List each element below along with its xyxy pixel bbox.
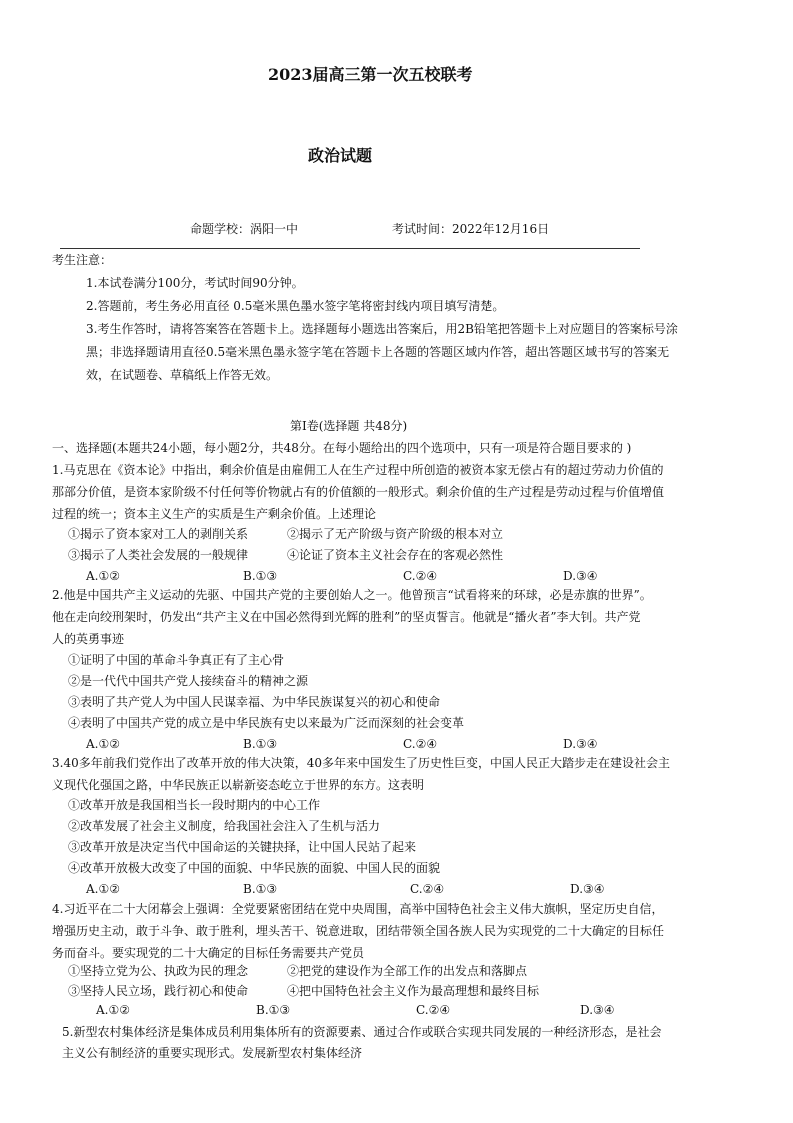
q2-stem-3: 人的英勇事迹: [52, 632, 125, 646]
q2-option-a[interactable]: A.①②: [86, 737, 120, 751]
q1-option-b[interactable]: B.①③: [243, 569, 278, 583]
exam-time-label: 考试时间：2022年12月16日: [392, 222, 550, 236]
q5-stem-2: 主义公有制经济的重要实现形式。发展新型农村集体经济: [62, 1046, 363, 1060]
q2-option-c[interactable]: C.②④: [403, 737, 438, 751]
q3-option-b[interactable]: B.①③: [243, 882, 278, 896]
q3-item-2: ②改革发展了社会主义制度，给我国社会注入了生机与活力: [68, 819, 381, 833]
q2-option-b[interactable]: B.①③: [243, 737, 278, 751]
q1-item-3: ③揭示了人类社会发展的一般规律: [68, 548, 249, 562]
school-label: 命题学校：涡阳一中: [190, 222, 299, 236]
q4-option-a[interactable]: A.①②: [96, 1003, 130, 1017]
q4-option-c[interactable]: C.②④: [416, 1003, 451, 1017]
q4-option-d[interactable]: D.③④: [580, 1003, 615, 1017]
q1-option-d[interactable]: D.③④: [563, 569, 598, 583]
q3-item-1: ①改革开放是我国相当长一段时期内的中心工作: [68, 798, 321, 812]
q3-item-4: ④改革开放极大改变了中国的面貌、中华民族的面貌、中国人民的面貌: [68, 861, 441, 875]
notice-item-2: 2.答题前，考生务必用直径 0.5毫米黑色墨水签字笔将密封线内项目填写清楚。: [86, 299, 505, 313]
q1-stem-1: 1.马克思在《资本论》中指出，剩余价值是由雇佣工人在生产过程中所创造的被资本家无偿占有的超过劳动力价值的: [52, 463, 664, 477]
notice-item-3-cont-2: 效，在试题卷、草稿纸上作答无效。: [86, 368, 279, 382]
q4-stem-2: 增强历史主动，敢于斗争、敢于胜利，埋头苦干、锐意进取，团结带领全国各族人民为实现党的二十大确定的目标任: [52, 924, 665, 938]
q2-item-4: ④表明了中国共产党的成立是中华民族有史以来最为广泛而深刻的社会变革: [68, 716, 465, 730]
q3-item-3: ③改革开放是决定当代中国命运的关键抉择，让中国人民站了起来: [68, 840, 417, 854]
q5-stem-1: 5.新型农村集体经济是集体成员利用集体所有的资源要素、通过合作或联合实现共同发展的一种经济形态，是社会: [62, 1025, 662, 1039]
q2-stem-2: 他在走向绞刑架时，仍发出“共产主义在中国必然得到光辉的胜利”的坚贞誓言。他就是“播火者”李大钊。共产党: [52, 610, 641, 624]
q1-item-1: ①揭示了资本家对工人的剥削关系: [68, 527, 249, 541]
q4-item-1: ①坚持立党为公、执政为民的理念: [68, 964, 249, 978]
q2-item-3: ③表明了共产党人为中国人民谋幸福、为中华民族谋复兴的初心和使命: [68, 695, 441, 709]
q4-option-b[interactable]: B.①③: [256, 1003, 291, 1017]
q2-item-2: ②是一代代中国共产党人接续奋斗的精神之源: [68, 674, 309, 688]
q3-stem-1: 3.40多年前我们党作出了改革开放的伟大决策，40多年来中国发生了历史性巨变，中国人民正大踏步走在建设社会主: [52, 756, 670, 770]
q4-item-4: ④把中国特色社会主义作为最高理想和最终目标: [287, 984, 540, 998]
notice-item-1: 1.本试卷满分100分，考试时间90分钟。: [86, 276, 304, 290]
q3-option-a[interactable]: A.①②: [86, 882, 120, 896]
q2-stem-1: 2.他是中国共产主义运动的先驱、中国共产党的主要创始人之一。他曾预言“试看将来的环球，必是赤旗的世界”。: [52, 588, 652, 602]
q2-option-d[interactable]: D.③④: [563, 737, 598, 751]
header-divider: [60, 248, 640, 249]
exam-title: 2023届高三第一次五校联考: [268, 65, 473, 84]
q1-stem-2: 那部分价值，是资本家阶级不付任何等价物就占有的价值额的一般形式。剩余价值的生产过程是劳动过程与价值增值: [52, 485, 665, 499]
q1-option-a[interactable]: A.①②: [86, 569, 120, 583]
q2-item-1: ①证明了中国的革命斗争真正有了主心骨: [68, 653, 285, 667]
notice-item-3-cont-1: 黑；非选择题请用直径0.5毫米黑色墨永签字笔在答题卡上各题的答题区域内作答，超出答题区域书写的答案无: [86, 345, 670, 359]
q4-item-3: ③坚持人民立场，践行初心和使命: [68, 984, 249, 998]
q4-stem-1: 4.习近平在二十大闭幕会上强调：全党要紧密团结在党中央周围，高举中国特色社会主义伟大旗帜，坚定历史自信，: [52, 902, 664, 916]
notice-heading: 考生注意：: [52, 253, 113, 267]
q3-option-d[interactable]: D.③④: [570, 882, 605, 896]
q1-stem-3: 过程的统一；资本主义生产的实质是生产剩余价值。上述理论: [52, 507, 377, 521]
q1-option-c[interactable]: C.②④: [403, 569, 438, 583]
q1-item-4: ④论证了资本主义社会存在的客观必然性: [287, 548, 504, 562]
section-intro: 一、选择题(本题共24小题，每小题2分，共48分。在每小题给出的四个选项中，只有一项是符合题目要求的 ): [52, 441, 632, 455]
q1-item-2: ②揭示了无产阶级与资产阶级的根本对立: [287, 527, 504, 541]
q4-stem-3: 务而奋斗。要实现党的二十大确定的目标任务需要共产党员: [52, 946, 365, 960]
q3-stem-2: 义现代化强国之路，中华民族正以崭新姿态屹立于世界的东方。这表明: [52, 778, 425, 792]
q3-option-c[interactable]: C.②④: [410, 882, 445, 896]
q4-item-2: ②把党的建设作为全部工作的出发点和落脚点: [287, 964, 528, 978]
notice-item-3: 3.考生作答时，请将答案答在答题卡上。选择题每小题选出答案后，用2B铅笔把答题卡上对应题目的答案标号涂: [86, 322, 678, 336]
section-heading: 第Ⅰ卷(选择题 共48分): [290, 419, 408, 433]
subject-title: 政治试题: [308, 146, 373, 165]
